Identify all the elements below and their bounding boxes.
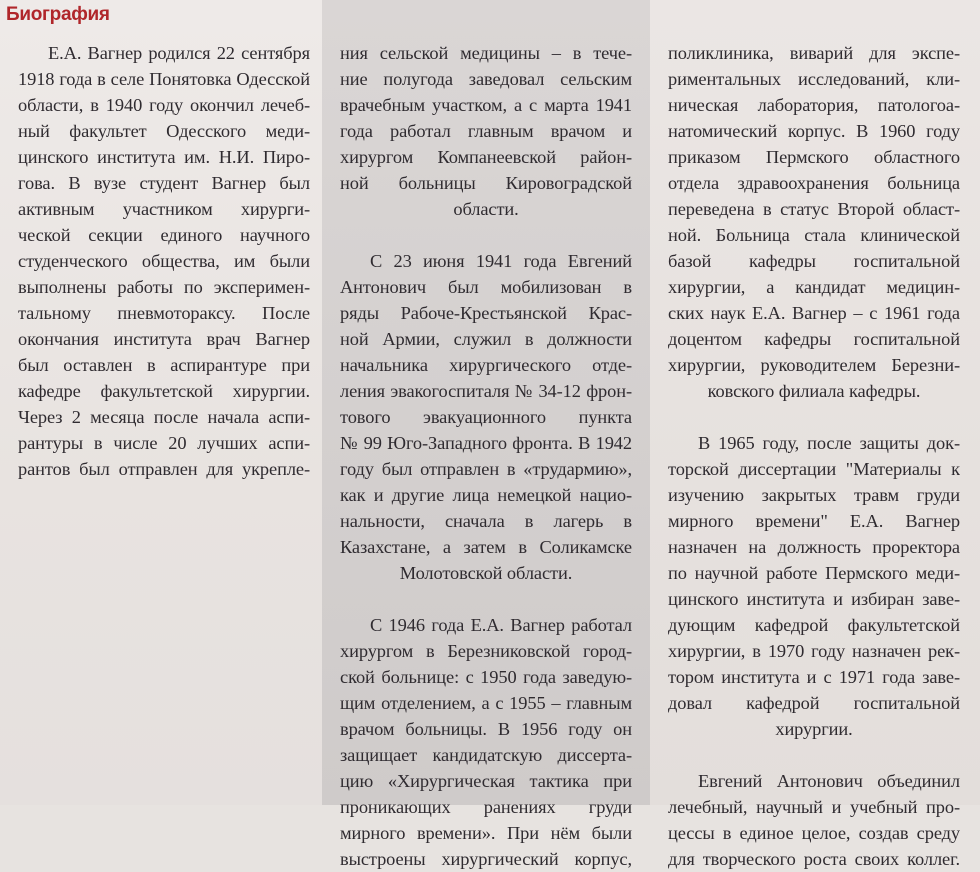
text-line: изучению закрытых травм груди bbox=[668, 485, 960, 505]
text-line: проникающих ранениях груди bbox=[340, 797, 632, 817]
text-line: для творческого роста своих коллег. bbox=[668, 849, 960, 869]
text-line: ной Армии, служил в должности bbox=[340, 329, 632, 349]
paragraph-gap bbox=[668, 742, 960, 768]
text-line: Антонович был мобилизован в bbox=[340, 277, 632, 297]
text-line: тового эвакуационного пункта bbox=[340, 407, 632, 427]
text-line: цинского института и избиран заве- bbox=[668, 589, 960, 609]
text-line: назначен на должность проректора bbox=[668, 537, 960, 557]
text-line: щим отделением, а с 1955 – главным bbox=[340, 693, 632, 713]
text-line: ской больнице: с 1950 года заведую- bbox=[340, 667, 632, 687]
text-line: отдела здравоохранения больница bbox=[668, 173, 960, 193]
text-line: был оставлен в аспирантуре при bbox=[18, 355, 310, 375]
text-line: Молотовской области. bbox=[399, 563, 573, 583]
text-line: ческой секции единого научного bbox=[18, 225, 310, 245]
text-line: ние полугода заведовал сельским bbox=[340, 69, 632, 89]
text-line: 1918 года в селе Понятовка Одесской bbox=[18, 69, 310, 89]
text-line: гова. В вузе студент Вагнер был bbox=[18, 173, 310, 193]
text-line: доцентом кафедры госпитальной bbox=[668, 329, 960, 349]
paragraph-gap bbox=[340, 222, 632, 248]
text-line: выполнены работы по эксперимен- bbox=[18, 277, 310, 297]
text-line: по научной работе Пермского меди- bbox=[668, 563, 960, 583]
text-column-3 bbox=[668, 40, 960, 872]
text-line: натомический корпус. В 1960 году bbox=[668, 121, 960, 141]
text-line: хирургии. bbox=[775, 719, 853, 739]
text-line: рантуры в числе 20 лучших аспи- bbox=[18, 433, 310, 453]
text-line: ния сельской медицины – в тече- bbox=[340, 43, 632, 63]
text-line: году был отправлен в «трудармию», bbox=[340, 459, 632, 479]
text-line: базой кафедры госпитальной bbox=[668, 251, 960, 271]
paragraph-gap bbox=[340, 586, 632, 612]
text-line: С 23 июня 1941 года Евгений bbox=[370, 251, 632, 271]
text-line: № 99 Юго-Западного фронта. В 1942 bbox=[340, 433, 632, 453]
text-column-1 bbox=[18, 40, 310, 482]
text-line: кафедре факультетской хирургии. bbox=[18, 381, 310, 401]
text-line: Через 2 месяца после начала аспи- bbox=[18, 407, 310, 427]
section-heading: Биография bbox=[6, 4, 110, 25]
text-line: области. bbox=[453, 199, 519, 219]
text-line: мирного времени». При нём были bbox=[340, 823, 632, 843]
text-line: окончания института врач Вагнер bbox=[18, 329, 310, 349]
text-line: поликлиника, виварий для экспе- bbox=[668, 43, 960, 63]
text-line: торской диссертации "Материалы к bbox=[668, 459, 960, 479]
text-line: ный факультет Одесского меди- bbox=[18, 121, 310, 141]
text-line: ковского филиала кафедры. bbox=[707, 381, 921, 401]
text-line: врачом больницы. В 1956 году он bbox=[340, 719, 632, 739]
text-line: лечебный, научный и учебный про- bbox=[668, 797, 960, 817]
text-line: тором института и с 1971 года заве- bbox=[668, 667, 960, 687]
text-line: хирургии, в 1970 году назначен рек- bbox=[668, 641, 960, 661]
text-line: цессы в единое целое, создав среду bbox=[668, 823, 960, 843]
text-line: приказом Пермского областного bbox=[668, 147, 960, 167]
text-line: активным участником хирурги- bbox=[18, 199, 310, 219]
text-line: выстроены хирургический корпус, bbox=[340, 849, 632, 869]
text-line: как и другие лица немецкой нацио- bbox=[340, 485, 632, 505]
text-line: ления эвакогоспиталя № 34-12 фрон- bbox=[340, 381, 632, 401]
text-line: ряды Рабоче-Крестьянской Крас- bbox=[340, 303, 632, 323]
text-line: дующим кафедрой факультетской bbox=[668, 615, 960, 635]
text-line: хирургии, а кандидат медицин- bbox=[668, 277, 960, 297]
text-line: врачебным участком, а с марта 1941 bbox=[340, 95, 632, 115]
text-line: Казахстане, а затем в Соликамске bbox=[340, 537, 632, 557]
paragraph-gap bbox=[668, 404, 960, 430]
text-column-2 bbox=[340, 40, 632, 872]
text-line: ническая лаборатория, патологоа- bbox=[668, 95, 960, 115]
text-line: ной. Больница стала клинической bbox=[668, 225, 960, 245]
text-line: переведена в статус Второй област- bbox=[668, 199, 960, 219]
text-line: довал кафедрой госпитальной bbox=[668, 693, 960, 713]
text-line: рантов был отправлен для укрепле- bbox=[18, 459, 310, 479]
text-line: начальника хирургического отде- bbox=[340, 355, 632, 375]
text-line: ских наук Е.А. Вагнер – с 1961 года bbox=[668, 303, 960, 323]
text-line: защищает кандидатскую диссерта- bbox=[340, 745, 632, 765]
text-line: цию «Хирургическая тактика при bbox=[340, 771, 632, 791]
text-line: риментальных исследований, кли- bbox=[668, 69, 960, 89]
text-line: В 1965 году, после защиты док- bbox=[698, 433, 960, 453]
text-line: года работал главным врачом и bbox=[340, 121, 632, 141]
text-line: хирургии, руководителем Березни- bbox=[668, 355, 960, 375]
text-line: нальности, сначала в лагерь в bbox=[340, 511, 632, 531]
text-line: области, в 1940 году окончил лечеб- bbox=[18, 95, 310, 115]
text-line: хирургом Компанеевской район- bbox=[340, 147, 632, 167]
text-line: тальному пневмотораксу. После bbox=[18, 303, 310, 323]
text-line: мирного времени" Е.А. Вагнер bbox=[668, 511, 960, 531]
text-line: ной больницы Кировоградской bbox=[340, 173, 632, 193]
text-line: хирургом в Березниковской город- bbox=[340, 641, 632, 661]
text-line: Евгений Антонович объединил bbox=[698, 771, 960, 791]
text-line: студенческого общества, им были bbox=[18, 251, 310, 271]
text-line: С 1946 года Е.А. Вагнер работал bbox=[370, 615, 632, 635]
text-line: Е.А. Вагнер родился 22 сентября bbox=[48, 43, 310, 63]
text-line: цинского института им. Н.И. Пиро- bbox=[18, 147, 310, 167]
